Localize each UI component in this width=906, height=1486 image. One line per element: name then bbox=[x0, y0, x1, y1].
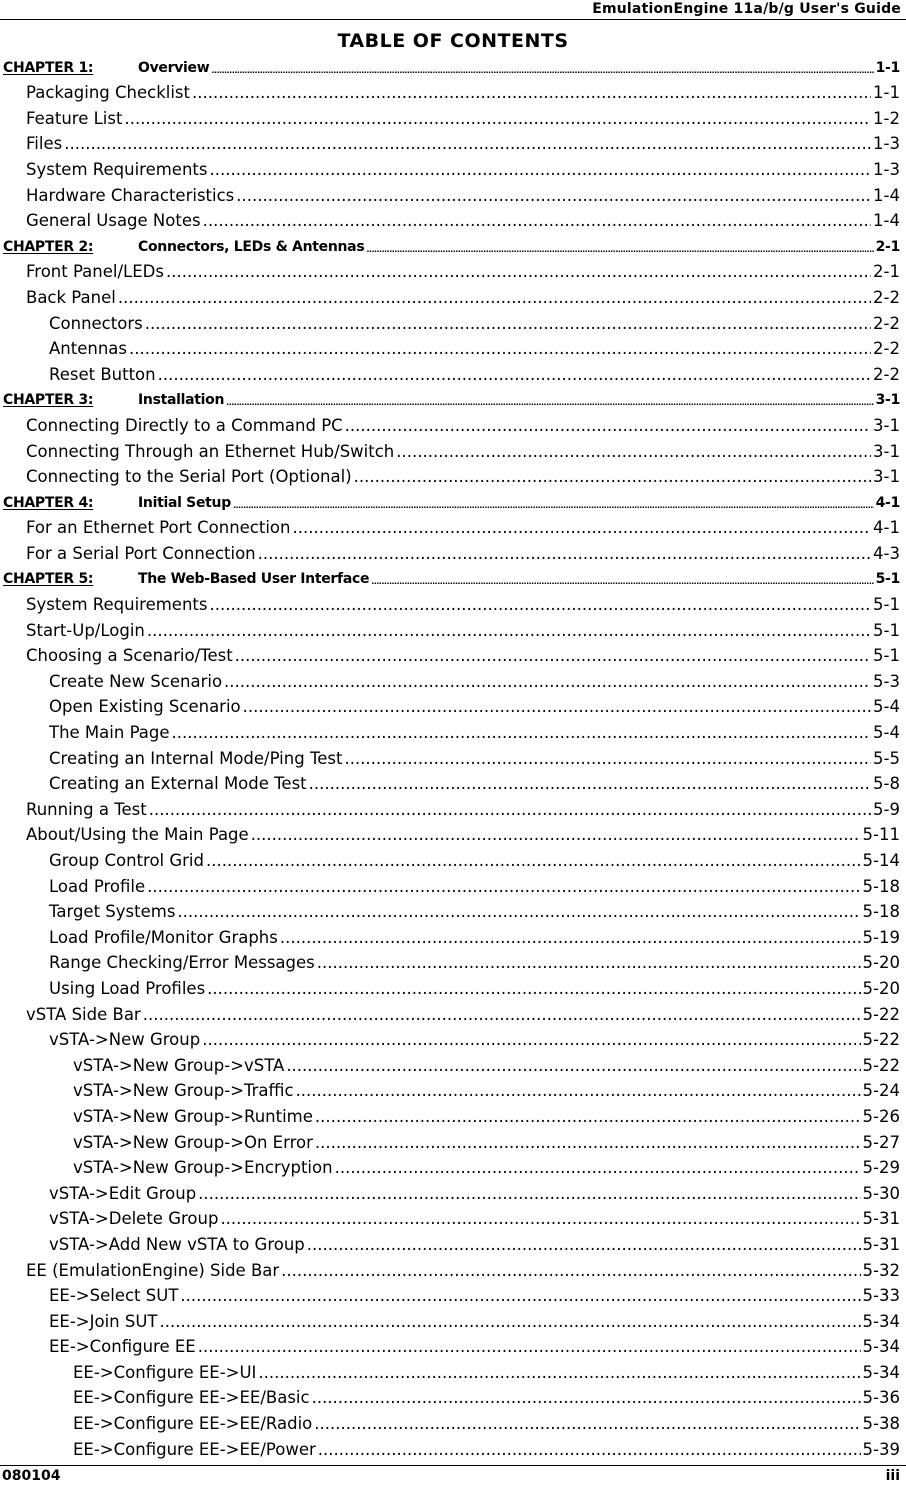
page-number: 1-3 bbox=[873, 159, 900, 179]
chapter-number: CHAPTER 4: bbox=[3, 494, 94, 511]
toc-entry[interactable] bbox=[0, 514, 906, 540]
dot-leader bbox=[312, 1388, 861, 1408]
dot-leader bbox=[211, 66, 873, 76]
toc-entry[interactable] bbox=[0, 795, 906, 821]
dot-leader bbox=[145, 314, 871, 334]
entry-title: EE->Configure EE bbox=[49, 1337, 196, 1357]
toc-entry[interactable] bbox=[0, 872, 906, 898]
entry-title: EE->Select SUT bbox=[49, 1286, 179, 1306]
page-number: 5-34 bbox=[862, 1337, 900, 1357]
dot-leader bbox=[198, 1184, 860, 1204]
toc-entry[interactable] bbox=[0, 1282, 906, 1308]
toc-entry[interactable] bbox=[0, 79, 906, 105]
toc-entry[interactable] bbox=[0, 974, 906, 1000]
dot-leader bbox=[309, 774, 871, 794]
entry-title: Creating an Internal Mode/Ping Test bbox=[49, 748, 343, 768]
dot-leader bbox=[315, 1133, 861, 1153]
page-number: 5-39 bbox=[862, 1439, 900, 1459]
page-number: 1-4 bbox=[873, 211, 900, 231]
dot-leader bbox=[202, 1030, 860, 1050]
page-number: 5-5 bbox=[873, 748, 900, 768]
dot-leader bbox=[192, 83, 871, 103]
dot-leader bbox=[354, 467, 871, 487]
page-number: 5-14 bbox=[862, 851, 900, 870]
entry-title: Connecting Directly to a Command PC bbox=[26, 415, 343, 435]
page-number: 3-1 bbox=[875, 392, 900, 409]
entry-title: vSTA->Add New vSTA to Group bbox=[49, 1234, 305, 1254]
entry-title: Group Control Grid bbox=[49, 851, 204, 870]
dot-leader bbox=[292, 518, 871, 538]
toc-entry[interactable] bbox=[0, 437, 906, 463]
entry-title: Load Profile bbox=[49, 876, 146, 896]
toc-entry[interactable] bbox=[0, 1179, 906, 1205]
entry-title: Connectors bbox=[49, 313, 143, 333]
dot-leader bbox=[396, 442, 871, 462]
entry-title: For an Ethernet Port Connection bbox=[26, 518, 291, 538]
entry-title: vSTA->New Group->Encryption bbox=[73, 1158, 333, 1178]
dot-leader bbox=[251, 825, 861, 845]
entry-title: Connecting Through an Ethernet Hub/Switch bbox=[26, 441, 395, 461]
toc-entry[interactable] bbox=[0, 667, 906, 693]
dot-leader bbox=[147, 877, 860, 897]
dot-leader bbox=[366, 245, 873, 255]
entry-title: Feature List bbox=[26, 108, 123, 128]
dot-leader bbox=[177, 902, 860, 922]
page-number: 2-2 bbox=[873, 313, 900, 333]
guide-title: EmulationEngine 11a/b/g User's Guide bbox=[592, 1, 901, 17]
page-number: 5-22 bbox=[862, 1055, 900, 1075]
toc-entry[interactable] bbox=[0, 898, 906, 924]
page-number: 5-24 bbox=[862, 1081, 900, 1101]
dot-leader bbox=[172, 723, 872, 743]
dot-leader bbox=[207, 979, 860, 999]
dot-leader bbox=[160, 1312, 861, 1332]
toc-entry[interactable] bbox=[0, 207, 906, 233]
chapter-number: CHAPTER 5: bbox=[3, 571, 94, 588]
entry-title: Create New Scenario bbox=[49, 671, 223, 691]
dot-leader bbox=[281, 1261, 860, 1281]
dot-leader bbox=[147, 621, 871, 641]
entry-title: Back Panel bbox=[26, 287, 116, 307]
dot-leader bbox=[180, 1286, 860, 1306]
dot-leader bbox=[64, 134, 871, 154]
dot-leader bbox=[296, 1081, 861, 1101]
toc-entry[interactable] bbox=[0, 1409, 906, 1435]
toc-entry[interactable] bbox=[0, 1102, 906, 1128]
dot-leader bbox=[220, 1209, 860, 1229]
page-number: 5-18 bbox=[862, 902, 900, 922]
entry-title: Target Systems bbox=[49, 902, 176, 922]
chapter-number: CHAPTER 2: bbox=[3, 238, 94, 255]
toc-entry[interactable] bbox=[0, 104, 906, 130]
chapter-title: Initial Setup bbox=[138, 494, 231, 511]
page-number: 5-4 bbox=[873, 723, 900, 743]
entry-title: vSTA->Edit Group bbox=[49, 1183, 197, 1203]
toc-entry[interactable] bbox=[0, 1154, 906, 1180]
chapter-number: CHAPTER 1: bbox=[3, 59, 94, 76]
toc-chapter[interactable] bbox=[0, 488, 906, 514]
entry-title: vSTA Side Bar bbox=[26, 1004, 141, 1024]
dot-leader bbox=[209, 160, 871, 180]
dot-leader bbox=[224, 672, 871, 692]
dot-leader bbox=[243, 697, 871, 717]
toc-entry[interactable] bbox=[0, 411, 906, 437]
entry-title: Using Load Profiles bbox=[49, 978, 206, 998]
toc-title: TABLE OF CONTENTS bbox=[337, 30, 569, 52]
chapter-title: The Web-Based User Interface bbox=[138, 571, 370, 588]
entry-title: Packaging Checklist bbox=[26, 83, 190, 103]
page-number: 5-1 bbox=[875, 571, 900, 588]
dot-leader bbox=[371, 577, 873, 587]
dot-leader bbox=[129, 339, 871, 359]
page-number: 5-27 bbox=[862, 1132, 900, 1152]
page-number: 1-3 bbox=[873, 134, 900, 154]
page-number: 2-1 bbox=[873, 262, 900, 282]
entry-title: EE->Join SUT bbox=[49, 1311, 158, 1331]
entry-title: EE->Configure EE->EE/Power bbox=[73, 1439, 316, 1459]
dot-leader bbox=[226, 398, 873, 408]
page-number: 5-22 bbox=[862, 1004, 900, 1024]
dot-leader bbox=[345, 416, 871, 436]
page-number: 5-30 bbox=[862, 1183, 900, 1203]
toc-entry[interactable] bbox=[0, 846, 906, 872]
page-number: 5-1 bbox=[873, 595, 900, 615]
toc-entry[interactable] bbox=[0, 770, 906, 796]
page-number: 5-32 bbox=[862, 1260, 900, 1280]
dot-leader bbox=[203, 211, 871, 231]
toc-entry[interactable] bbox=[0, 1307, 906, 1333]
dot-leader bbox=[158, 365, 871, 385]
toc-entry[interactable] bbox=[0, 693, 906, 719]
dot-leader bbox=[318, 1440, 861, 1460]
entry-title: vSTA->New Group->On Error bbox=[73, 1132, 313, 1152]
page-number: 2-2 bbox=[873, 287, 900, 307]
page-number: 5-1 bbox=[873, 620, 900, 640]
page-number: 5-22 bbox=[862, 1030, 900, 1050]
entry-title: General Usage Notes bbox=[26, 211, 201, 231]
dot-leader bbox=[335, 1158, 861, 1178]
footer-page-number: iii bbox=[885, 1468, 900, 1484]
page-number: 5-8 bbox=[873, 774, 900, 794]
toc-entry[interactable] bbox=[0, 1026, 906, 1052]
entry-title: vSTA->New Group bbox=[49, 1030, 201, 1050]
entry-title: Running a Test bbox=[26, 799, 147, 819]
dot-leader bbox=[166, 262, 871, 282]
entry-title: vSTA->New Group->Runtime bbox=[73, 1106, 313, 1126]
entry-title: EE->Configure EE->EE/Basic bbox=[73, 1388, 310, 1408]
toc-entry[interactable] bbox=[0, 181, 906, 207]
page-number: 5-11 bbox=[862, 825, 900, 845]
page-number: 2-2 bbox=[873, 364, 900, 384]
toc-entry[interactable] bbox=[0, 1230, 906, 1256]
dot-leader bbox=[280, 928, 861, 948]
page-number: 5-34 bbox=[862, 1362, 900, 1382]
page-header bbox=[0, 0, 906, 20]
toc-entry[interactable] bbox=[0, 1384, 906, 1410]
toc-entry[interactable] bbox=[0, 155, 906, 181]
dot-leader bbox=[209, 595, 871, 615]
page-number: 4-3 bbox=[873, 543, 900, 563]
entry-title: Antennas bbox=[49, 339, 127, 359]
dot-leader bbox=[307, 1235, 861, 1255]
toc-entry[interactable] bbox=[0, 539, 906, 565]
entry-title: Hardware Characteristics bbox=[26, 185, 235, 205]
dot-leader bbox=[143, 1005, 861, 1025]
toc-entry[interactable] bbox=[0, 616, 906, 642]
entry-title: EE->Configure EE->UI bbox=[73, 1362, 257, 1382]
table-of-contents bbox=[0, 53, 906, 1461]
page-number: 1-1 bbox=[873, 83, 900, 103]
toc-entry[interactable] bbox=[0, 590, 906, 616]
page-number: 5-34 bbox=[862, 1311, 900, 1331]
dot-leader bbox=[149, 800, 871, 820]
toc-entry[interactable] bbox=[0, 335, 906, 361]
toc-entry[interactable] bbox=[0, 283, 906, 309]
page-number: 3-1 bbox=[873, 467, 900, 487]
entry-title: EE->Configure EE->EE/Radio bbox=[73, 1414, 313, 1434]
entry-title: For a Serial Port Connection bbox=[26, 543, 256, 563]
page-number: 5-33 bbox=[862, 1286, 900, 1306]
entry-title: About/Using the Main Page bbox=[26, 825, 249, 845]
entry-title: Creating an External Mode Test bbox=[49, 774, 307, 794]
page-number: 5-26 bbox=[862, 1106, 900, 1126]
toc-entry[interactable] bbox=[0, 1051, 906, 1077]
dot-leader bbox=[314, 1414, 860, 1434]
page-number: 5-20 bbox=[862, 953, 900, 973]
entry-title: Reset Button bbox=[49, 364, 156, 384]
toc-entry[interactable] bbox=[0, 1077, 906, 1103]
toc-chapter[interactable] bbox=[0, 232, 906, 258]
toc-chapter[interactable] bbox=[0, 386, 906, 412]
entry-title: System Requirements bbox=[26, 159, 208, 179]
page-number: 5-18 bbox=[862, 876, 900, 896]
page-number: 5-38 bbox=[862, 1414, 900, 1434]
page-number: 5-29 bbox=[862, 1158, 900, 1178]
entry-title: Connecting to the Serial Port (Optional) bbox=[26, 467, 352, 487]
dot-leader bbox=[236, 186, 871, 206]
page-number: 1-4 bbox=[873, 185, 900, 205]
toc-entry[interactable] bbox=[0, 1256, 906, 1282]
page-number: 5-36 bbox=[862, 1388, 900, 1408]
dot-leader bbox=[315, 1107, 861, 1127]
toc-entry[interactable] bbox=[0, 642, 906, 668]
dot-leader bbox=[198, 1337, 861, 1357]
dot-leader bbox=[118, 288, 871, 308]
entry-title: System Requirements bbox=[26, 595, 208, 615]
page-number: 5-4 bbox=[873, 697, 900, 717]
footer-date: 080104 bbox=[2, 1468, 61, 1484]
toc-entry[interactable] bbox=[0, 1435, 906, 1461]
entry-title: Load Profile/Monitor Graphs bbox=[49, 927, 278, 947]
entry-title: Range Checking/Error Messages bbox=[49, 953, 315, 973]
chapter-title: Installation bbox=[138, 392, 225, 409]
chapter-title: Connectors, LEDs & Antennas bbox=[138, 238, 365, 255]
entry-title: Files bbox=[26, 134, 63, 154]
entry-title: Open Existing Scenario bbox=[49, 697, 241, 717]
entry-title: The Main Page bbox=[49, 723, 170, 743]
page-number: 3-1 bbox=[873, 441, 900, 461]
toc-chapter[interactable] bbox=[0, 53, 906, 79]
dot-leader bbox=[258, 544, 871, 564]
dot-leader bbox=[258, 1363, 860, 1383]
page-number: 1-2 bbox=[873, 108, 900, 128]
page-number: 5-19 bbox=[862, 927, 900, 947]
page-number: 4-1 bbox=[873, 518, 900, 538]
toc-entry[interactable] bbox=[0, 923, 906, 949]
page-number: 1-1 bbox=[875, 59, 900, 76]
page-number: 4-1 bbox=[875, 494, 900, 511]
entry-title: Start-Up/Login bbox=[26, 620, 145, 640]
toc-entry[interactable] bbox=[0, 949, 906, 975]
entry-title: Choosing a Scenario/Test bbox=[26, 646, 233, 666]
toc-entry[interactable] bbox=[0, 309, 906, 335]
toc-chapter[interactable] bbox=[0, 565, 906, 591]
page-number: 5-31 bbox=[862, 1209, 900, 1229]
toc-entry[interactable] bbox=[0, 744, 906, 770]
page-number: 5-3 bbox=[873, 671, 900, 691]
page-number: 3-1 bbox=[873, 415, 900, 435]
dot-leader bbox=[124, 109, 871, 129]
toc-entry[interactable] bbox=[0, 1000, 906, 1026]
page-number: 5-9 bbox=[873, 799, 900, 819]
chapter-number: CHAPTER 3: bbox=[3, 392, 94, 409]
entry-title: vSTA->New Group->Traffic bbox=[73, 1081, 294, 1101]
chapter-title: Overview bbox=[138, 59, 210, 76]
dot-leader bbox=[317, 953, 861, 973]
page-number: 5-20 bbox=[862, 978, 900, 998]
toc-entry[interactable] bbox=[0, 360, 906, 386]
toc-entry[interactable] bbox=[0, 1333, 906, 1359]
toc-entry[interactable] bbox=[0, 463, 906, 489]
header-rule bbox=[0, 19, 906, 20]
toc-entry[interactable] bbox=[0, 718, 906, 744]
dot-leader bbox=[344, 749, 871, 769]
footer-rule bbox=[0, 1465, 906, 1466]
page-footer bbox=[0, 1459, 906, 1486]
dot-leader bbox=[233, 501, 874, 511]
dot-leader bbox=[206, 851, 861, 871]
dot-leader bbox=[235, 646, 871, 666]
page-number: 2-2 bbox=[873, 339, 900, 359]
page-number: 5-31 bbox=[862, 1234, 900, 1254]
toc-entry[interactable] bbox=[0, 1128, 906, 1154]
dot-leader bbox=[286, 1056, 860, 1076]
page-number: 2-1 bbox=[875, 238, 900, 255]
entry-title: Front Panel/LEDs bbox=[26, 262, 164, 282]
entry-title: EE (EmulationEngine) Side Bar bbox=[26, 1260, 280, 1280]
toc-entry[interactable] bbox=[0, 130, 906, 156]
page-number: 5-1 bbox=[873, 646, 900, 666]
toc-entry[interactable] bbox=[0, 1358, 906, 1384]
toc-entry[interactable] bbox=[0, 258, 906, 284]
entry-title: vSTA->Delete Group bbox=[49, 1209, 219, 1229]
entry-title: vSTA->New Group->vSTA bbox=[73, 1055, 285, 1075]
toc-entry[interactable] bbox=[0, 821, 906, 847]
toc-entry[interactable] bbox=[0, 1205, 906, 1231]
